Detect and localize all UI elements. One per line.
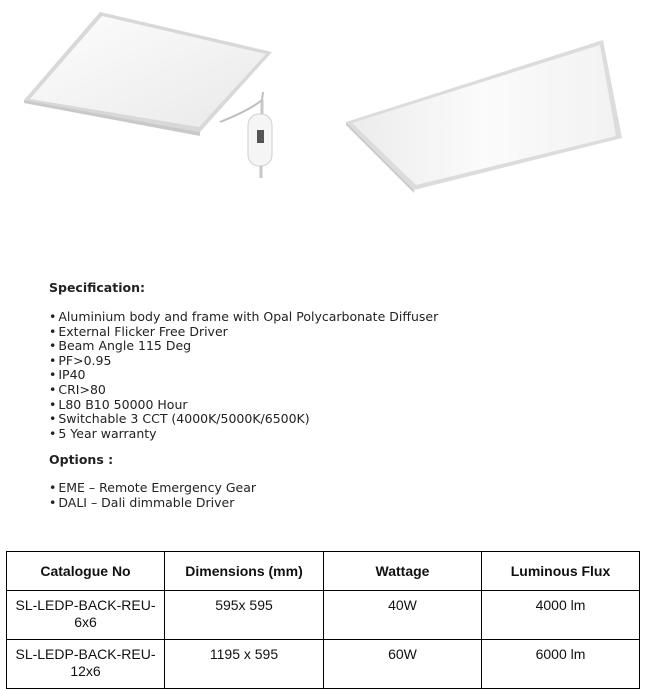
table-row <box>7 640 640 689</box>
header-catalogue-no: Catalogue No <box>7 552 165 591</box>
specification-list <box>49 310 438 441</box>
options-list <box>49 481 438 510</box>
rectangular-panel-image <box>346 40 622 193</box>
catalogue-table <box>6 551 640 689</box>
driver-image <box>248 100 272 178</box>
cell-wattage: 60W <box>324 640 482 689</box>
option-item: • EME – Remote Emergency Gear <box>49 481 438 496</box>
spec-item: • PF>0.95 <box>49 354 438 369</box>
spec-item: • IP40 <box>49 368 438 383</box>
spec-item: • External Flicker Free Driver <box>49 325 438 340</box>
spec-item: • 5 Year warranty <box>49 427 438 442</box>
cell-wattage: 40W <box>324 591 482 640</box>
header-dimensions: Dimensions (mm) <box>165 552 324 591</box>
cell-dimensions: 1195 x 595 <box>165 640 324 689</box>
specification-heading: Specification: <box>49 280 145 295</box>
product-images <box>0 0 647 200</box>
spec-item: • Beam Angle 115 Deg <box>49 339 438 354</box>
cell-dimensions: 595x 595 <box>165 591 324 640</box>
spec-item: • Aluminium body and frame with Opal Polycarbonate Diffuser <box>49 310 438 325</box>
cell-luminous-flux: 6000 lm <box>482 640 640 689</box>
header-luminous-flux: Luminous Flux <box>482 552 640 591</box>
specification-section <box>49 280 438 511</box>
cell-catalogue-no: SL-LEDP-BACK-REU-12x6 <box>7 640 165 689</box>
cell-catalogue-no: SL-LEDP-BACK-REU-6x6 <box>7 591 165 640</box>
spec-item: • Switchable 3 CCT (4000K/5000K/6500K) <box>49 412 438 427</box>
spec-item: • L80 B10 50000 Hour <box>49 398 438 413</box>
table-header-row <box>7 552 640 591</box>
table-row <box>7 591 640 640</box>
option-item: • DALI – Dali dimmable Driver <box>49 496 438 511</box>
square-panel-image <box>24 12 272 136</box>
header-wattage: Wattage <box>324 552 482 591</box>
cell-luminous-flux: 4000 lm <box>482 591 640 640</box>
options-heading: Options : <box>49 452 114 468</box>
spec-item: • CRI>80 <box>49 383 438 398</box>
